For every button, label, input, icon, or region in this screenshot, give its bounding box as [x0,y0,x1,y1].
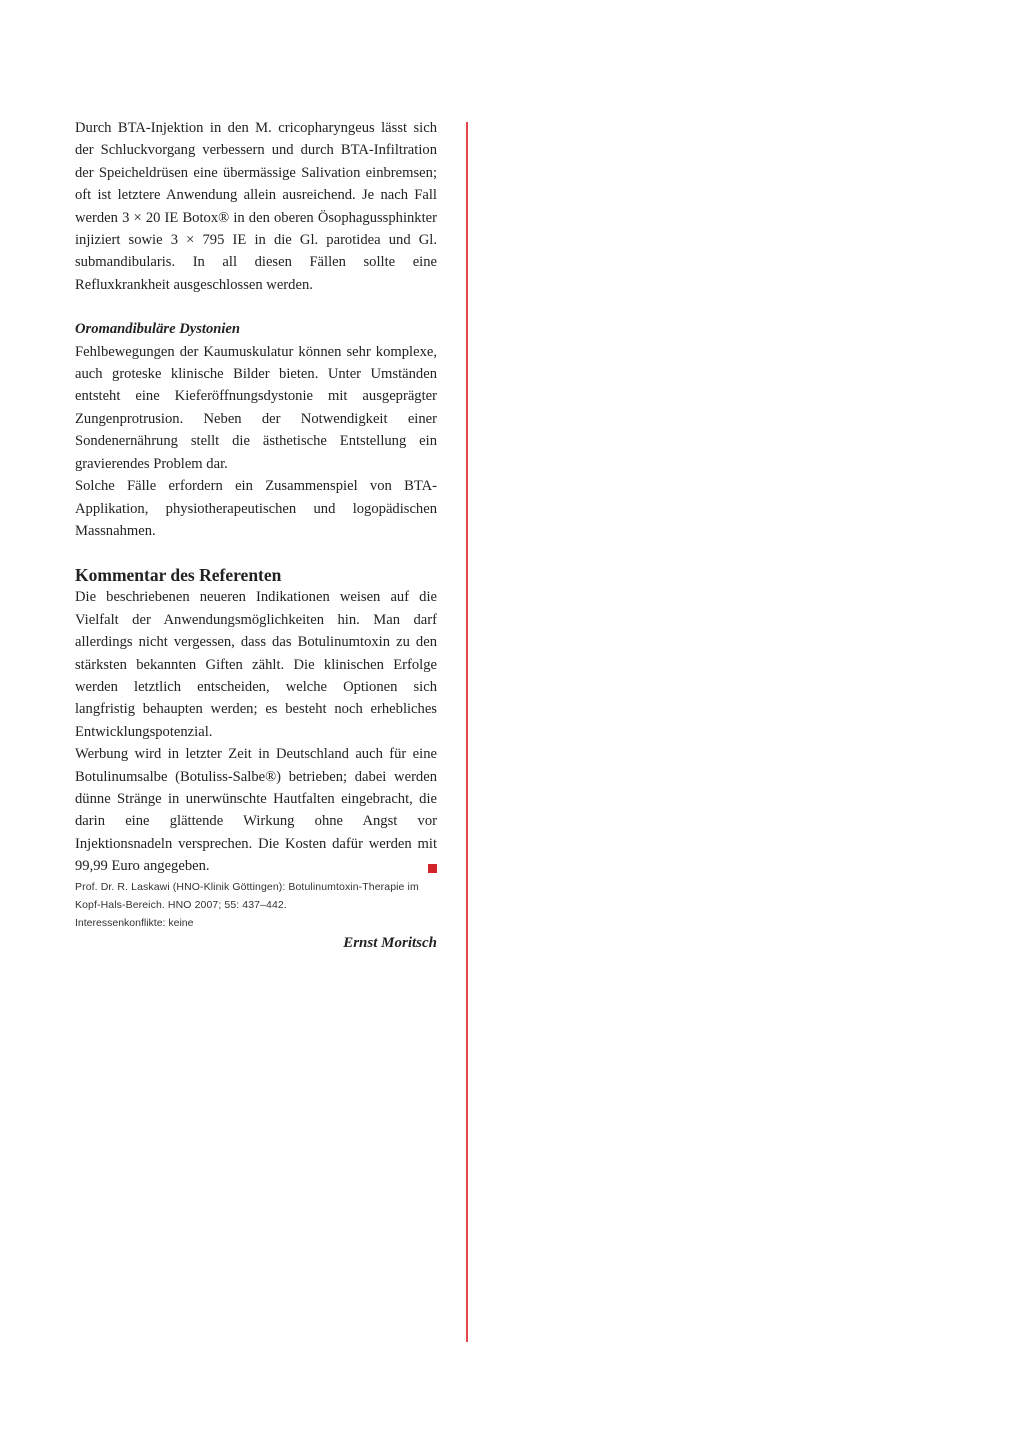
article-column [75,117,437,954]
oromandibular-heading: Oromandibuläre Dystonien [75,321,241,338]
comment-heading: Kommentar des Referenten [75,565,282,586]
reference-citation: Prof. Dr. R. Laskawi (HNO-Klinik Göttingen): Botulinumtoxin-Therapie im Kopf-Hals-Bereich. HNO 2007; 55: 437–442. [75,880,419,911]
author-name: Ernst Moritsch [343,934,437,951]
comment-paragraph-2-wrapper [75,743,437,877]
conflict-of-interest: Interessenkonflikte: keine [75,916,194,929]
column-divider [466,122,468,1342]
comment-paragraph-2: Werbung wird in letzter Zeit in Deutschland auch für eine Botulinumsalbe (Botuliss-Salbe®) betrieben; dabei werden dünne Stränge in unerwünschte Hautfalten eingebracht, die darin eine glättende Wirkung ohne Angst vor Injektionsnadeln versprechen. Die Kosten dafür werden mit 99,99 Euro angegeben. [75,746,437,875]
comment-paragraph-1: Die beschriebenen neueren Indikationen weisen auf die Vielfalt der Anwendungsmöglichkeiten hin. Man darf allerdings nicht vergessen, dass das Botulinumtoxin zu den stärksten bekannten Giften zählt. Die klinischen Erfolge werden letztlich entscheiden, welche Optionen sich langfristig behaupten werden; es besteht noch erhebliches Entwicklungspotenzial. [75,589,437,740]
intro-paragraph: Durch BTA-Injektion in den M. cricopharyngeus lässt sich der Schluckvorgang verbessern und durch BTA-Infiltration der Speicheldrüsen eine übermässige Salivation einbremsen; oft ist letztere Anwendung allein ausreichend. Je nach Fall werden 3 × 20 IE Botox® in den oberen Ösophagussphinkter injiziert sowie 3 × 795 IE in die Gl. parotidea und Gl. submandibularis. In all diesen Fällen sollte eine Refluxkrankheit ausgeschlossen werden. [75,120,437,293]
end-of-article-square-icon [428,864,437,873]
oromandibular-paragraph-1: Fehlbewegungen der Kaumuskulatur können sehr komplexe, auch groteske klinische Bilder bieten. Unter Umständen entsteht eine Kieferöffnungsdystonie mit ausgeprägter Zungenprotrusion. Neben der Notwendigkeit einer Sondenernährung stellt die ästhetische Entstellung ein gravierendes Problem dar. [75,343,437,472]
oromandibular-paragraph-2: Solche Fälle erfordern ein Zusammenspiel von BTA-Applikation, physiotherapeutischen und logopädischen Massnahmen. [75,478,437,539]
